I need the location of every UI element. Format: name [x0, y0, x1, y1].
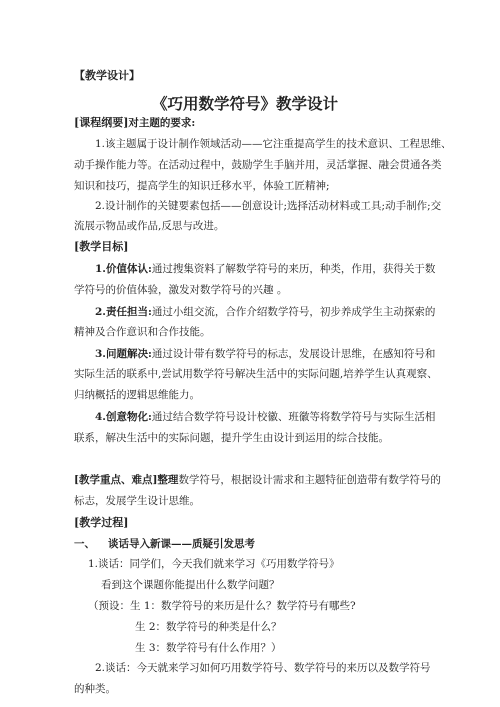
goal-2-line2: 精神及合作意识和合作技能。	[74, 326, 211, 338]
goal-1-line2: 学符号的价值体验，激发对数学符号的兴趣 。	[74, 284, 288, 296]
process-question: 看到这个课题你能提出什么数学问题？	[101, 579, 280, 591]
course-outline-tag: [课程纲要]	[74, 116, 129, 129]
goal-2-label: 2.责任担当:	[95, 306, 152, 318]
outline-p2-line2: 流展示物品或作品,反思与改进。	[74, 220, 225, 232]
process-talk-2-line2: 的种类。	[74, 683, 116, 695]
goal-4-label: 4.创意物化:	[95, 411, 152, 423]
goal-1-text: 通过搜集资料了解数学符号的来历，种类，作用，获得关于数	[151, 263, 436, 275]
course-outline-heading	[74, 116, 195, 130]
goal-3-line1	[95, 347, 435, 361]
goal-3-text: 通过设计带有数学符号的标志，发展设计思维，在感知符号和	[151, 348, 436, 360]
goal-3-line2: 实际生活的联系中,尝试用数学符号解决生活中的实际问题,培养学生认真观察、	[74, 368, 438, 380]
process-preset-1: （预设：生 1：数学符号的来历是什么？数学符号有哪些?	[88, 600, 356, 612]
outline-p1-line3: 知识和技巧，提高学生的知识迁移水平，体验工匠精神;	[74, 180, 330, 192]
goal-3-label: 3.问题解决:	[95, 348, 152, 360]
goal-2-line1	[95, 305, 435, 319]
goal-1-line1	[95, 262, 435, 276]
process-preset-3: 生 3：数学符号有什么作用？）	[135, 642, 282, 654]
goals-heading: [教学目标]	[74, 240, 129, 253]
key-points-label: [教学重点、难点]整理	[74, 474, 179, 486]
goal-4-line1	[95, 410, 435, 424]
design-label: 【教学设计】	[74, 69, 140, 82]
goal-2-text: 通过小组交流，合作介绍数学符号，初步养成学生主动探索的	[151, 306, 436, 318]
key-points-line2: 标志，发展学生设计思维。	[74, 495, 200, 507]
goal-1-label: 1.价值体认:	[95, 263, 152, 275]
outline-p2-line1: 2.设计制作的关键要素包括——创意设计;选择活动材料或工具;动手制作;交	[95, 200, 442, 212]
goal-4-line2: 联系，解决生活中的实际问题，提升学生由设计到运用的综合技能。	[74, 432, 389, 444]
page-title: 《巧用数学符号》教学设计	[152, 94, 339, 113]
process-heading: [教学过程]	[74, 516, 129, 529]
process-talk-1: 1.谈话：同学们，今天我们就来学习《巧用数学符号》	[88, 558, 340, 570]
requirements-subheading: 对主题的要求:	[128, 117, 196, 129]
key-points-line1	[74, 473, 441, 487]
process-preset-2: 生 2：数学符号的种类是什么？	[135, 621, 282, 633]
outline-p1-line2: 动手操作能力等。在活动过程中，鼓励学生手脑并用，灵活掌握、融会贯通各类	[74, 159, 442, 171]
section-1-number: 一、	[74, 538, 95, 550]
process-talk-2-line1: 2.谈话：今天就来学习如何巧用数学符号、数学符号的来历以及数学符号	[95, 662, 431, 674]
section-1-title: 谈话导入新课——质疑引发思考	[108, 538, 255, 550]
key-points-text: 数学符号，根据设计需求和主题特征创造带有数学符号的	[178, 474, 441, 486]
outline-p1-line1: 1.该主题属于设计制作领域活动——它注重提高学生的技术意识、工程思维、	[95, 138, 452, 150]
goal-3-line3: 归纳概括的逻辑思维能力。	[74, 389, 200, 401]
goal-4-text: 通过结合数学符号设计校徽、班徽等将数学符号与实际生活相	[151, 411, 436, 423]
